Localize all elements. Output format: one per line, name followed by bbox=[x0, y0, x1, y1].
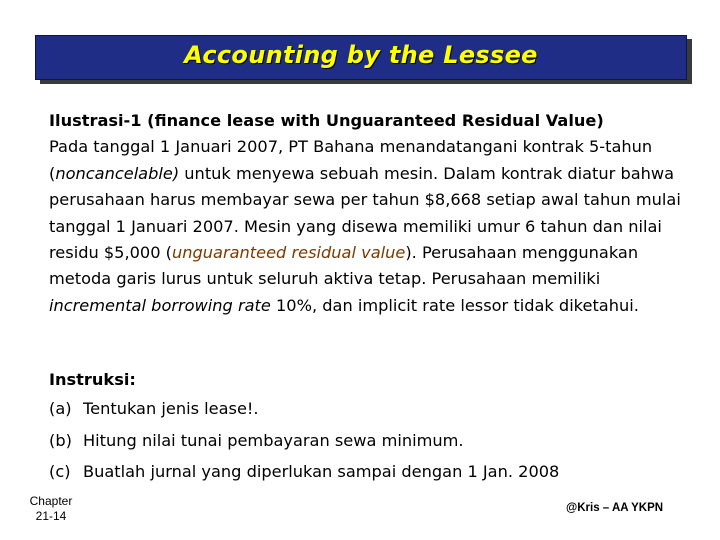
instruction-text: Hitung nilai tunai pembayaran sewa minimum. bbox=[83, 430, 464, 450]
body-text-1: Pada tanggal 1 Januari 2007, PT Bahana menandatangani kontrak 5-tahun ( bbox=[49, 137, 653, 183]
body-text-4: 10%, dan implicit rate lessor tidak diketahui. bbox=[270, 295, 639, 315]
instruction-label: (a) bbox=[49, 399, 72, 418]
illustration-body bbox=[49, 134, 689, 319]
instruction-text: Buatlah jurnal yang diperlukan sampai dengan 1 Jan. 2008 bbox=[83, 462, 560, 481]
instruction-label: (c) bbox=[49, 462, 71, 481]
slide-title: Accounting by the Lessee bbox=[184, 40, 538, 69]
body-italic-noncancelable: noncancelable) bbox=[55, 163, 180, 183]
body-text-2: untuk menyewa sebuah mesin. Dalam kontrak diatur bahwa perusahaan harus membayar sewa per tahun $8,668 setiap awal tahun mulai tanggal 1 Januari 2007. Mesin yang disewa memiliki umur 6 tahun dan nilai residu $5,000 ( bbox=[49, 163, 681, 263]
body-italic-unguaranteed: unguaranteed residual value bbox=[171, 243, 406, 263]
instruction-item bbox=[49, 425, 689, 457]
body-italic-borrowing-rate: incremental borrowing rate bbox=[49, 295, 271, 315]
instructions-heading: Instruksi: bbox=[49, 370, 136, 389]
footer-credit: @Kris – AA YKPN bbox=[566, 502, 664, 514]
instruction-item bbox=[49, 393, 689, 425]
chapter-line-2: 21-14 bbox=[35, 509, 67, 523]
title-bar bbox=[35, 35, 687, 80]
body-text-3: ). Perusahaan menggunakan metoda garis lurus untuk seluruh aktiva tetap. Perusahaan memiliki bbox=[49, 243, 639, 289]
instruction-text: Tentukan jenis lease!. bbox=[83, 399, 259, 418]
illustration-heading: Ilustrasi-1 (finance lease with Unguaranteed Residual Value) bbox=[49, 111, 604, 130]
instructions-block bbox=[49, 367, 689, 488]
illustration-block bbox=[49, 108, 689, 319]
chapter-label bbox=[16, 494, 86, 524]
instruction-label: (b) bbox=[49, 430, 72, 450]
chapter-line-1: Chapter bbox=[29, 494, 73, 508]
instruction-item bbox=[49, 456, 689, 488]
